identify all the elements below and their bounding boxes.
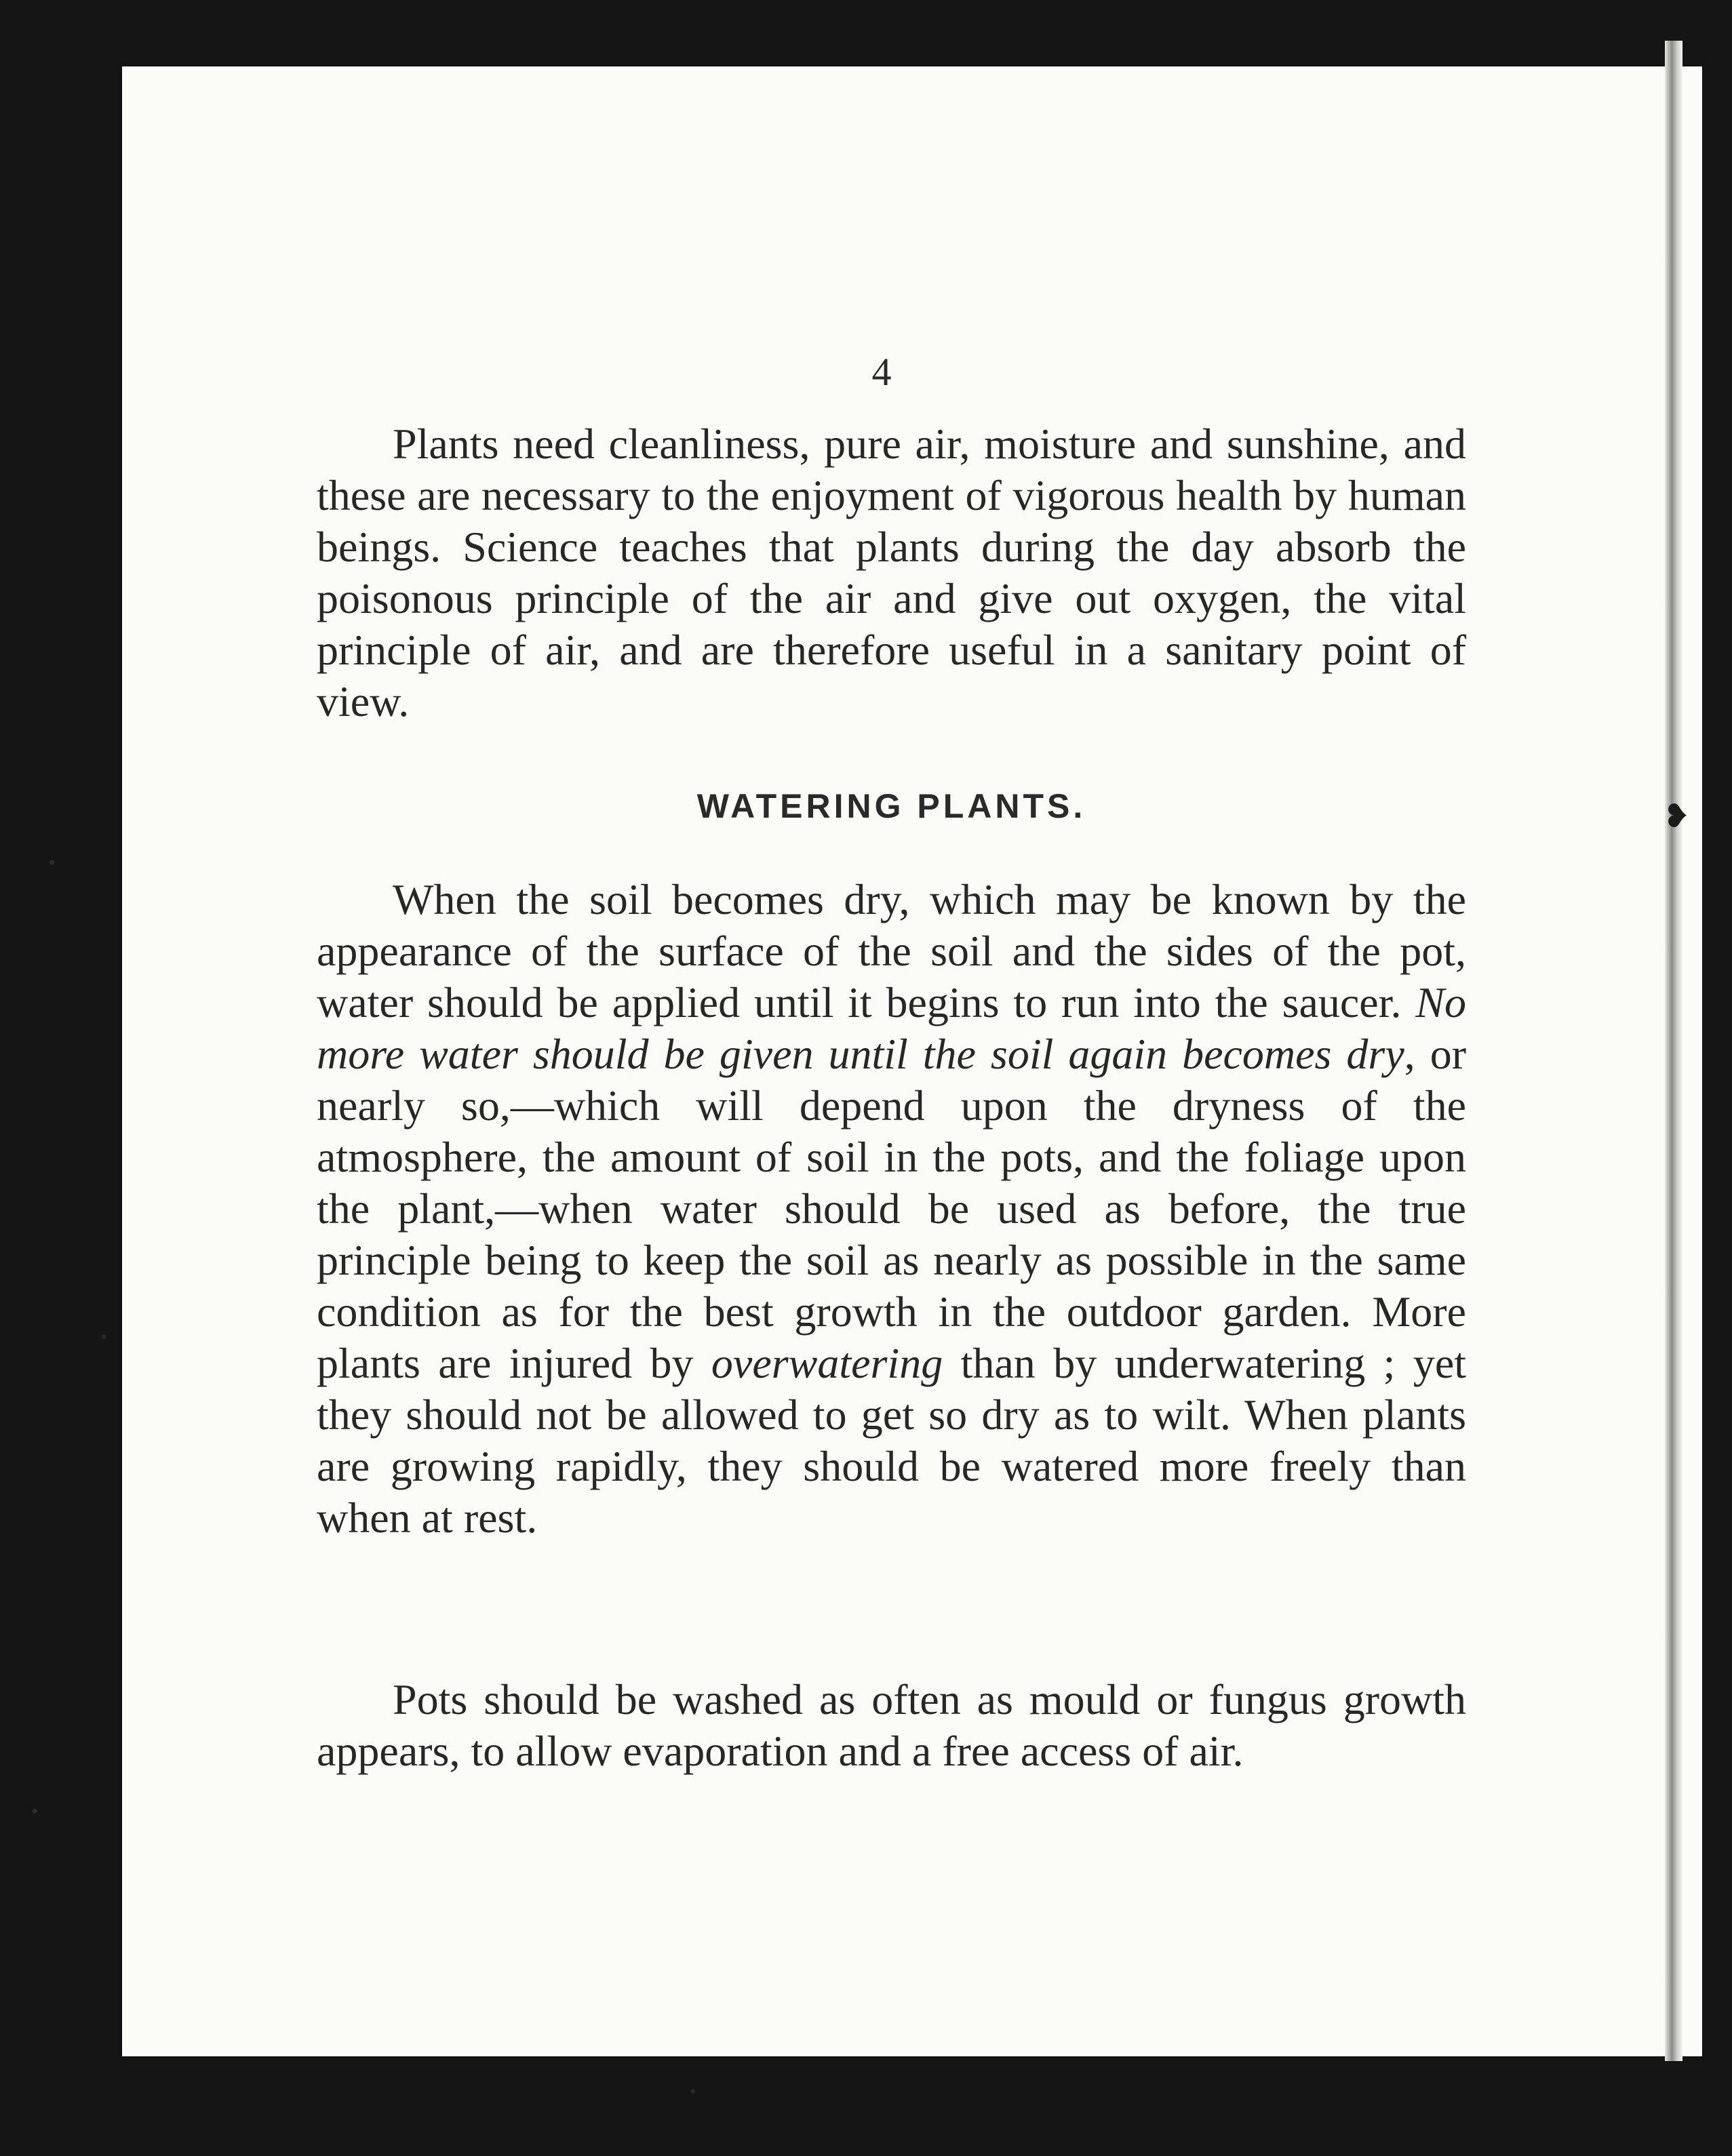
gutter-clip-icon: ❥: [1663, 799, 1691, 835]
paragraph-watering-text-1: When the soil becomes dry, which may be known by the appearance of the surface of the soil and the sides of the pot, water should be applied until it begins to run into the saucer.: [317, 875, 1466, 1026]
paragraph-watering-text-2: , or nearly so,—which will depend upon the dryness of the atmosphere, the amount of soil in the pots, and the foliage upon the plant,—when water should be used as before, the true principle being to keep the soil as nearly as possible in the same condition as for the best growth in the outdoor garden. More plants are injured by: [317, 1030, 1467, 1387]
paragraph-watering-emphasis-2: overwatering: [711, 1339, 943, 1387]
paragraph-intro: Plants need cleanliness, pure air, moisture and sunshine, and these are necessary to the enjoyment of vigorous health by human beings. Science teaches that plants during the day absorb the poisonous principle of the air and give out oxygen, the vital principle of air, and are therefore useful in a sanitary point of view.: [317, 420, 1466, 725]
paragraph-watering-text-3: than by underwatering ; yet they should not be allowed to get so dry as to wilt. When plants are growing rapidly, they should be watered more freely than when at rest.: [317, 1339, 1466, 1542]
paragraph-pots: Pots should be washed as often as mould or fungus growth appears, to allow evaporation and a free access of air.: [317, 1675, 1466, 1775]
page-gutter: [1665, 41, 1682, 2061]
section-heading: WATERING PLANTS.: [696, 787, 1086, 825]
paragraph-watering-emphasis-1: No more water should be given until the soil again becomes dry: [317, 978, 1466, 1078]
paragraph-watering: [317, 874, 1466, 1544]
page-number: 4: [871, 350, 892, 394]
